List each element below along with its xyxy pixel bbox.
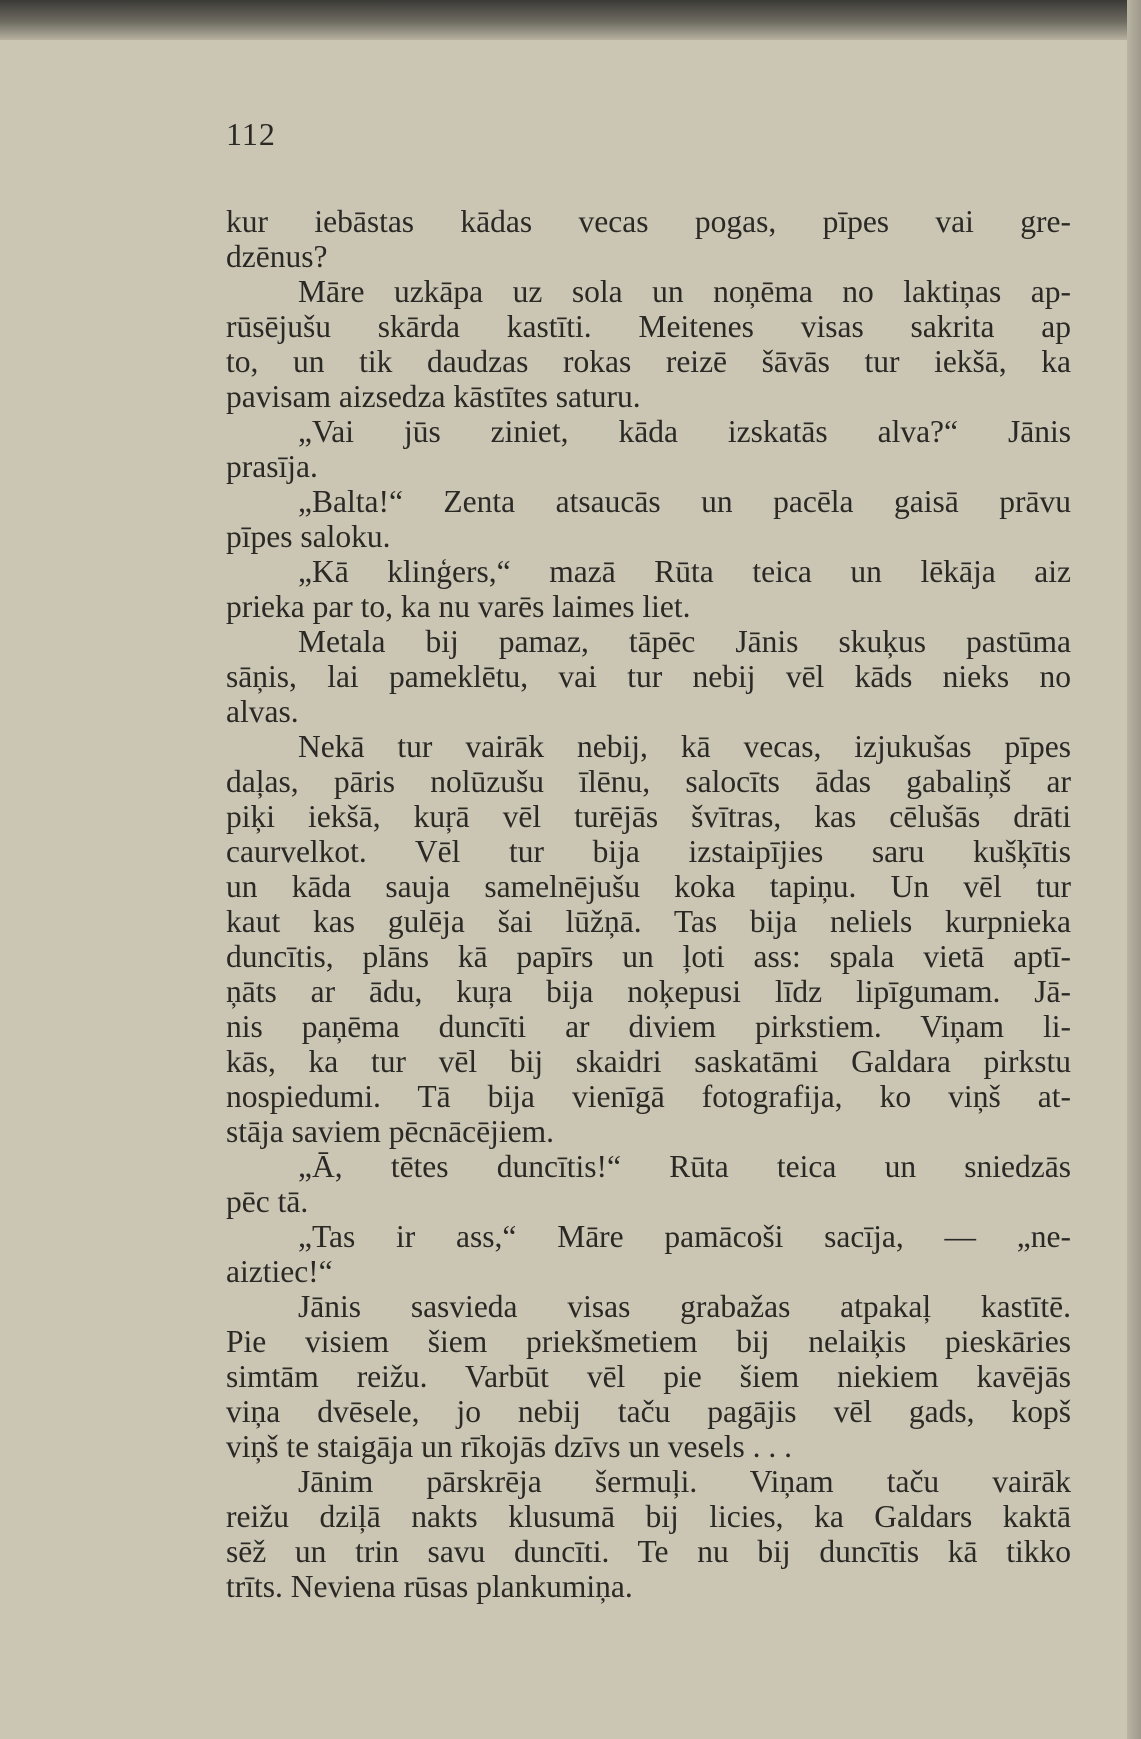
text-line: simtām reižu. Varbūt vēl pie šiem niekiem kavējās (226, 1359, 1071, 1394)
text-line: trīts. Neviena rūsas plankumiņa. (226, 1569, 633, 1604)
text-line: prasīja. (226, 449, 318, 484)
text-line: aiztiec!“ (226, 1254, 333, 1289)
text-line: stāja saviem pēcnācējiem. (226, 1114, 554, 1149)
text-line: sēž un trin savu duncīti. Te nu bij duncītis kā tikko (226, 1534, 1071, 1569)
text-line: Nekā tur vairāk nebij, kā vecas, izjukušas pīpes (298, 729, 1071, 764)
text-line: „Vai jūs ziniet, kāda izskatās alva?“ Jānis (298, 414, 1071, 449)
page-number: 112 (226, 116, 276, 152)
text-line: nospiedumi. Tā bija vienīgā fotografija, ko viņš at- (226, 1079, 1071, 1114)
text-line: prieka par to, ka nu varēs laimes liet. (226, 589, 691, 624)
text-line: „Tas ir ass,“ Māre pamācoši sacīja, — „ne- (298, 1219, 1071, 1254)
scan-top-edge (0, 0, 1141, 40)
text-line: „Kā klinģers,“ mazā Rūta teica un lēkāja aiz (298, 554, 1071, 589)
text-line: to, un tik daudzas rokas reizē šāvās tur iekšā, ka (226, 344, 1071, 379)
text-line: caurvelkot. Vēl tur bija izstaipījies saru kušķītis (226, 834, 1071, 869)
text-line: sāņis, lai pameklētu, vai tur nebij vēl kāds nieks no (226, 659, 1071, 694)
text-line: kur iebāstas kādas vecas pogas, pīpes vai gre- (226, 204, 1071, 239)
text-line: pēc tā. (226, 1184, 309, 1219)
text-line: dzēnus? (226, 239, 328, 274)
text-line: ņāts ar ādu, kuŗa bija noķepusi līdz lipīgumam. Jā- (226, 974, 1071, 1009)
text-line: Jānim pārskrēja šermuļi. Viņam taču vairāk (298, 1464, 1071, 1499)
text-line: un kāda sauja samelnējušu koka tapiņu. Un vēl tur (226, 869, 1071, 904)
text-line: pīpes saloku. (226, 519, 391, 554)
text-line: „Balta!“ Zenta atsaucās un pacēla gaisā prāvu (298, 484, 1071, 519)
text-line: Māre uzkāpa uz sola un noņēma no laktiņas ap- (298, 274, 1071, 309)
text-line: Pie visiem šiem priekšmetiem bij nelaiķis pieskāries (226, 1324, 1071, 1359)
text-line: kās, ka tur vēl bij skaidri saskatāmi Galdara pirkstu (226, 1044, 1071, 1079)
text-line: piķi iekšā, kuŗā vēl turējās švītras, kas cēlušās drāti (226, 799, 1071, 834)
text-line: „Ā, tētes duncītis!“ Rūta teica un sniedzās (298, 1149, 1071, 1184)
text-line: kaut kas gulēja šai lūžņā. Tas bija neliels kurpnieka (226, 904, 1071, 939)
text-line: daļas, pāris nolūzušu īlēnu, salocīts ādas gabaliņš ar (226, 764, 1071, 799)
text-line: duncītis, plāns kā papīrs un ļoti ass: spala vietā aptī- (226, 939, 1071, 974)
body-text (226, 204, 1071, 1604)
text-line: alvas. (226, 694, 299, 729)
book-page (0, 40, 1127, 1739)
text-line: rūsējušu skārda kastīti. Meitenes visas sakrita ap (226, 309, 1071, 344)
text-line: Jānis sasvieda visas grabažas atpakaļ kastītē. (298, 1289, 1071, 1324)
text-line: viņa dvēsele, jo nebij taču pagājis vēl gads, kopš (226, 1394, 1071, 1429)
text-line: nis paņēma duncīti ar diviem pirkstiem. Viņam li- (226, 1009, 1071, 1044)
text-line: viņš te staigāja un rīkojās dzīvs un vesels . . . (226, 1429, 793, 1464)
text-line: pavisam aizsedza kāstītes saturu. (226, 379, 641, 414)
scan-right-edge (1127, 0, 1141, 1739)
text-line: reižu dziļā nakts klusumā bij licies, ka Galdars kaktā (226, 1499, 1071, 1534)
text-line: Metala bij pamaz, tāpēc Jānis skuķus pastūma (298, 624, 1071, 659)
